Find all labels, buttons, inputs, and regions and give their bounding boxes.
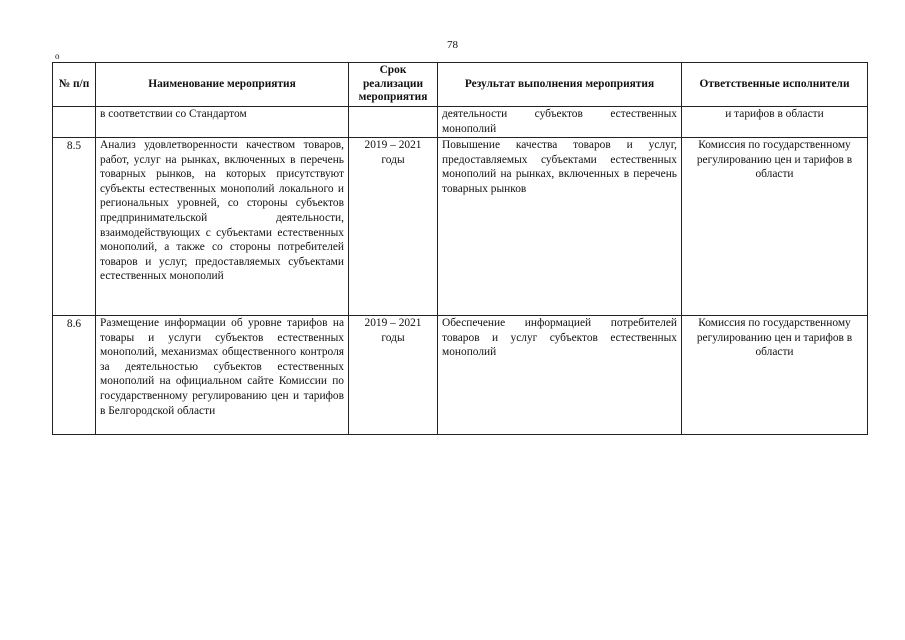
cell-result: Обеспечение информацией потребителей товаров и услуг субъектов естественных монополий xyxy=(438,316,682,435)
cell-name: в соответствии со Стандартом xyxy=(96,107,349,138)
page-number: 78 xyxy=(447,39,458,51)
table-header-row xyxy=(53,63,868,107)
table-row xyxy=(53,138,868,316)
cell-result: деятельности субъектов естественных монополий xyxy=(438,107,682,138)
header-responsible: Ответственные исполнители xyxy=(682,63,868,107)
table-row xyxy=(53,107,868,138)
header-term: Срок реализации мероприятия xyxy=(349,63,438,107)
cell-responsible: и тарифов в области xyxy=(682,107,868,138)
header-result: Результат выполнения мероприятия xyxy=(438,63,682,107)
cell-result: Повышение качества товаров и услуг, предоставляемых субъектами естественных монополий на рынках, включенных в перечень товарных рынков xyxy=(438,138,682,316)
cell-num xyxy=(53,107,96,138)
cell-responsible: Комиссия по государственному регулированию цен и тарифов в области xyxy=(682,316,868,435)
cell-name: Анализ удовлетворенности качеством товаров, работ, услуг на рынках, включенных в перечень товарных рынков, на которых присутствуют субъекты естественных монополий локального и региональных уровней, со стороны субъектов предпринимательской деятельности, взаимодействующих с субъектами естественных монополий, а также со стороны потребителей товаров и услуг, предоставляемых субъектами естественных монополий xyxy=(96,138,349,316)
header-num: № п/п xyxy=(53,63,96,107)
cell-responsible: Комиссия по государственному регулированию цен и тарифов в области xyxy=(682,138,868,316)
corner-mark: о xyxy=(55,51,60,61)
cell-term: 2019 – 2021 годы xyxy=(349,138,438,316)
cell-num: 8.6 xyxy=(53,316,96,435)
cell-name: Размещение информации об уровне тарифов на товары и услуги субъектов естественных монополий, механизмах общественного контроля за деятельностью субъектов естественных монополий на официальном сайте Комиссии по государственному регулированию цен и тарифов в Белгородской области xyxy=(96,316,349,435)
header-name: Наименование мероприятия xyxy=(96,63,349,107)
cell-num: 8.5 xyxy=(53,138,96,316)
measures-table xyxy=(52,62,868,435)
cell-term xyxy=(349,107,438,138)
cell-term: 2019 – 2021 годы xyxy=(349,316,438,435)
table-row xyxy=(53,316,868,435)
